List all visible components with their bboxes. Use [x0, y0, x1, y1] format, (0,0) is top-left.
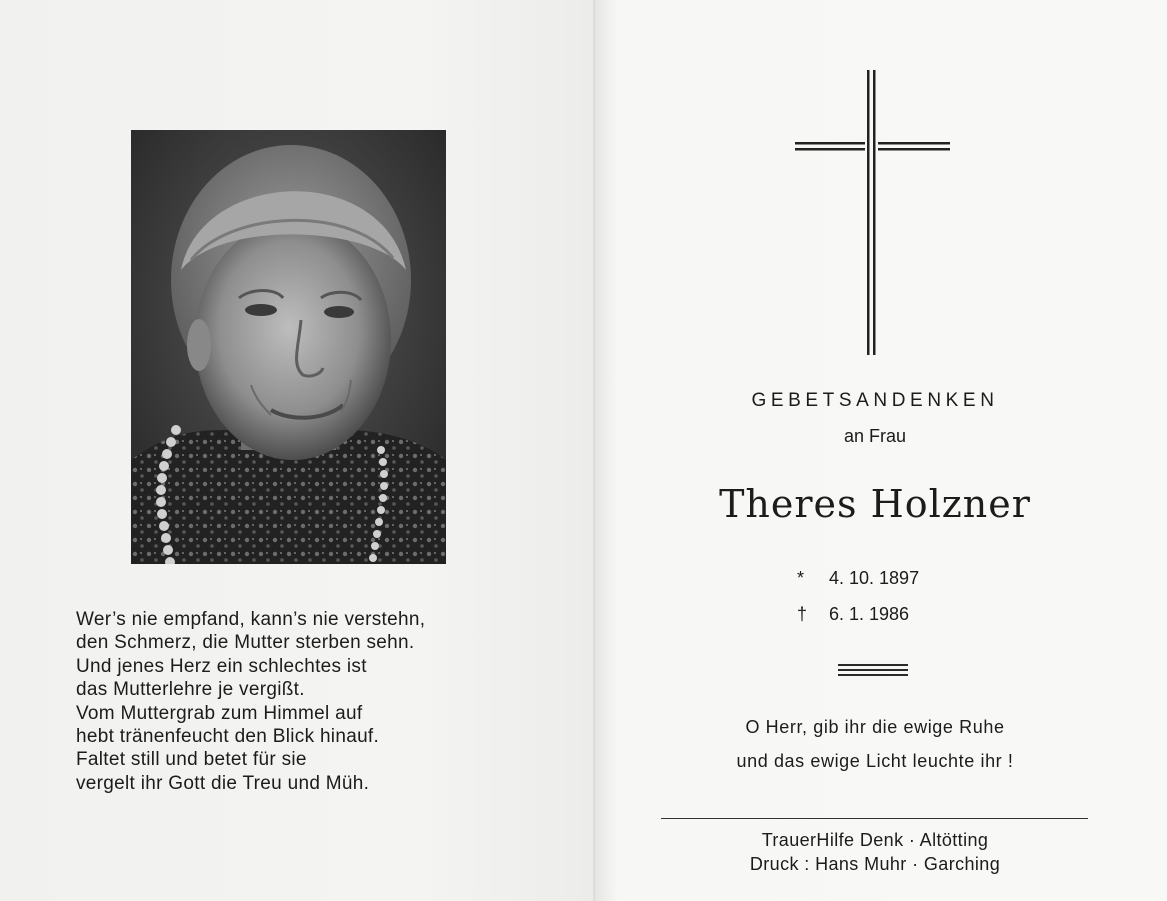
subheading: an Frau	[843, 426, 907, 446]
poem-line: Vom Muttergrab zum Himmel auf	[76, 702, 363, 724]
portrait-photo-icon	[131, 130, 446, 564]
page-title: GEBETSANDENKEN	[751, 390, 999, 411]
portrait-photo	[131, 130, 446, 564]
double-divider	[838, 664, 908, 678]
poem-line: vergelt ihr Gott die Treu und Müh.	[76, 772, 370, 794]
poem-line: Wer’s nie empfand, kann’s nie verstehn,	[76, 609, 426, 630]
memorial-poem	[76, 608, 546, 795]
poem-line: Und jenes Herz ein schlechtes ist	[76, 655, 367, 677]
latin-cross-icon	[790, 68, 955, 358]
printer-credit: Druck : Hans Muhr · Garching	[749, 854, 1001, 874]
birth-date-row	[797, 568, 919, 589]
prayer-line: und das ewige Licht leuchte ihr !	[736, 751, 1014, 771]
prayer-line: O Herr, gib ihr die ewige Ruhe	[745, 717, 1005, 737]
birth-date: 4. 10. 1897	[829, 568, 920, 588]
birth-star-icon: *	[797, 568, 805, 588]
footer-divider	[661, 818, 1088, 819]
deceased-name: Theres Holzner	[719, 482, 1031, 526]
poem-line: den Schmerz, die Mutter sterben sehn.	[76, 632, 415, 654]
poem-line: das Mutterlehre je vergißt.	[76, 679, 305, 701]
death-date: 6. 1. 1986	[829, 604, 910, 624]
death-date-row	[797, 604, 909, 625]
funeral-service-credit: TrauerHilfe Denk · Altötting	[761, 830, 989, 850]
poem-line: hebt tränenfeucht den Blick hinauf.	[76, 726, 380, 748]
dagger-icon: †	[797, 604, 808, 624]
poem-line: Faltet still und betet für sie	[76, 749, 307, 771]
card-fold	[593, 0, 596, 901]
